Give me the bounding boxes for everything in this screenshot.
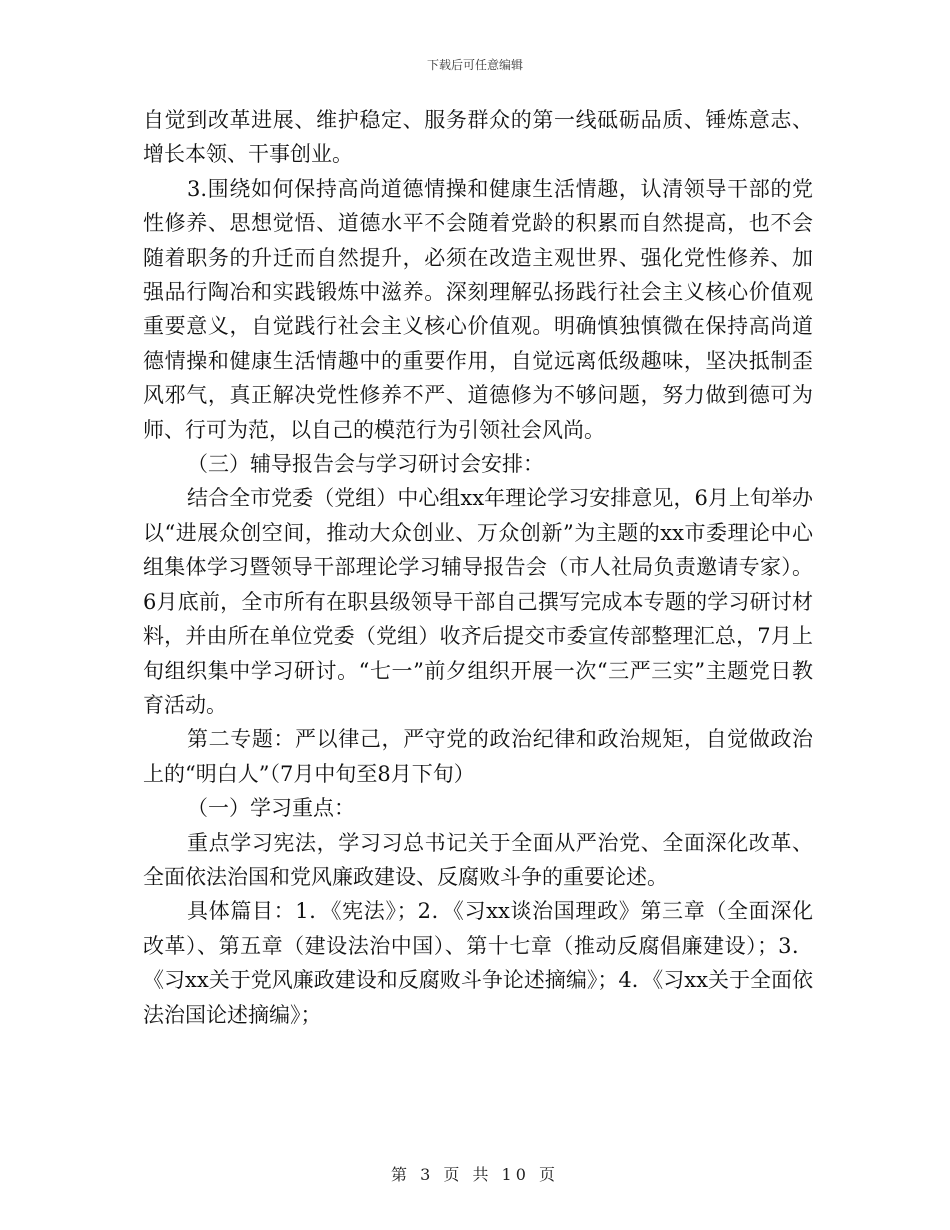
paragraph: 3.围绕如何保持高尚道德情操和健康生活情趣，认清领导干部的党性修养、思想觉悟、道德水平不会随着党龄的积累而自然提高，也不会随着职务的升迁而自然提升，必须在改造主观世界、强化党性修养、加强品行陶冶和实践锻炼中滋养。深刻理解弘扬践行社会主义核心价值观重要意义，自觉践行社会主义核心价值观。明确慎独慎微在保持高尚道德情操和健康生活情趣中的重要作用，自觉远离低级趣味，坚决抵制歪风邪气，真正解决党性修养不严、道德修为不够问题，努力做到德可为师、行可为范，以自己的模范行为引领社会风尚。 (143, 176, 813, 442)
topic-heading: 第二专题：严以律己，严守党的政治纪律和政治规矩，自觉做政治上的“明白人”（7月中旬至8月下旬） (143, 727, 813, 786)
section-heading: （一）学习重点： (187, 796, 355, 821)
paragraph: 自觉到改革进展、维护稳定、服务群众的第一线砥砺品质、锤炼意志、增长本领、干事创业。 (143, 108, 813, 167)
paragraph: 重点学习宪法，学习习总书记关于全面从严治党、全面深化改革、全面依法治国和党风廉政建设、反腐败斗争的重要论述。 (143, 830, 813, 889)
paragraph: 结合全市党委（党组）中心组xx年理论学习安排意见，6月上旬举办以“进展众创空间，推动大众创业、万众创新”为主题的xx市委理论中心组集体学习暨领导干部理论学习辅导报告会（市人社局负责邀请专家）。6月底前，全市所有在职县级领导干部自己撰写完成本专题的学习研讨材料，并由所在单位党委（党组）收齐后提交市委宣传部整理汇总，7月上旬组织集中学习研讨。“七一”前夕组织开展一次“三严三实”主题党日教育活动。 (143, 486, 813, 717)
header-note: 下载后可任意编辑 (426, 58, 523, 72)
document-body (143, 103, 813, 1032)
page-footer: 第 3 页 共 10 页 (391, 1165, 559, 1184)
paragraph: 具体篇目：1．《宪法》；2．《习xx谈治国理政》第三章（全面深化改革）、第五章（建设法治中国）、第十七章（推动反腐倡廉建设）；3．《习xx关于党风廉政建设和反腐败斗争论述摘编》；4．《习xx关于全面依法治国论述摘编》； (143, 899, 813, 1027)
section-heading: （三）辅导报告会与学习研讨会安排： (187, 452, 544, 477)
